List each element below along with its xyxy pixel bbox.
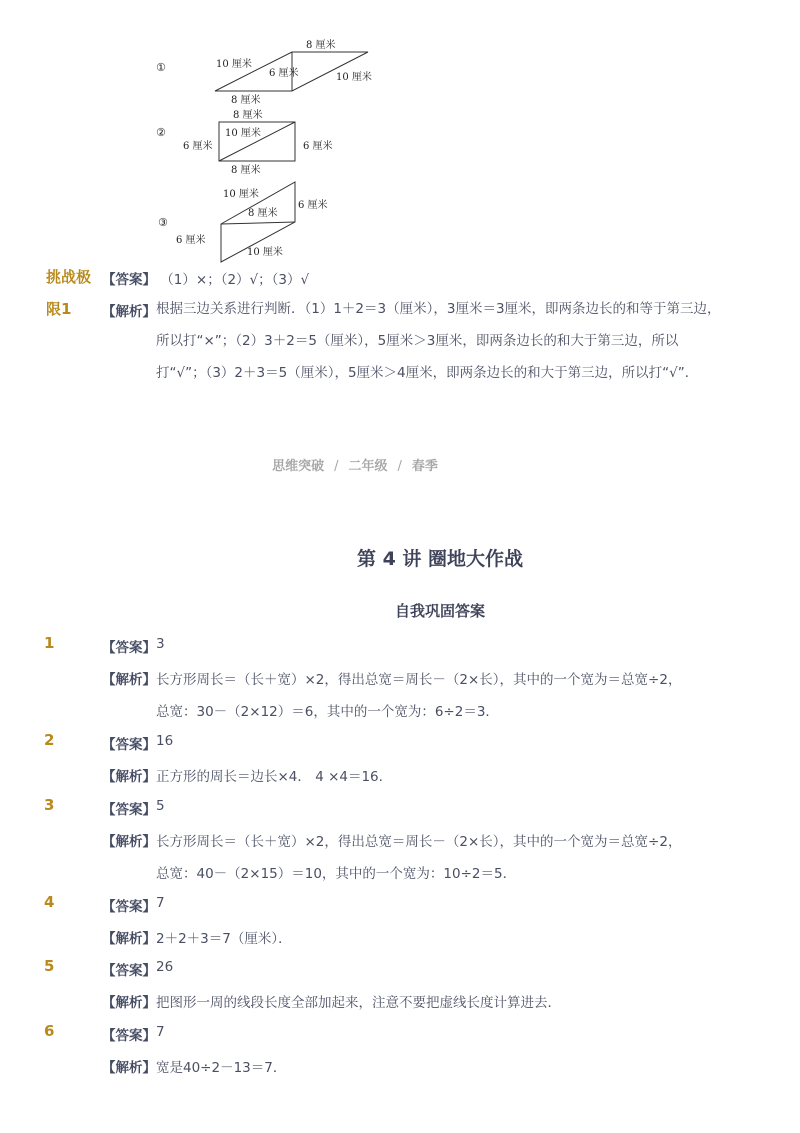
footer-series: 思维突破 xyxy=(272,459,325,474)
figure-1-top-label: 8 厘米 xyxy=(306,40,336,51)
figure-3 xyxy=(158,182,328,262)
question-2-number: 2 xyxy=(44,731,55,749)
question-1-number: 1 xyxy=(44,634,55,652)
figure-2-diag-label: 10 厘米 xyxy=(225,128,261,139)
question-4-analysis-tag: 【解析】 xyxy=(102,931,156,947)
question-5-answer: 26 xyxy=(156,959,174,975)
figure-3-top-diag-label: 10 厘米 xyxy=(223,189,259,200)
question-3-analysis-tag: 【解析】 xyxy=(102,834,156,850)
figure-2 xyxy=(156,108,333,176)
footer-grade: 二年级 xyxy=(348,459,388,474)
question-3-answer-tag: 【答案】 xyxy=(102,802,156,818)
question-6-answer: 7 xyxy=(156,1024,165,1040)
question-4-analysis-line1: 2＋2＋3＝7（厘米）． xyxy=(156,931,292,947)
question-2-answer-tag: 【答案】 xyxy=(102,737,156,753)
figure-3-bottom-diag-label: 10 厘米 xyxy=(247,247,283,258)
challenge-label-line1: 挑战极 xyxy=(46,268,92,286)
question-4-number: 4 xyxy=(44,893,55,911)
footer-season: 春季 xyxy=(411,459,438,474)
page-footer xyxy=(0,455,710,474)
question-5-number: 5 xyxy=(44,957,55,975)
footer-sep-1: / xyxy=(334,459,339,474)
challenge-answer-text: （1）×；（2）√；（3）√ xyxy=(160,272,310,288)
question-4-answer: 7 xyxy=(156,895,165,911)
question-5-analysis-tag: 【解析】 xyxy=(102,995,156,1011)
figure-3-left-label: 6 厘米 xyxy=(176,235,206,246)
figure-2-top-label: 8 厘米 xyxy=(233,110,263,121)
geometry-figures xyxy=(150,36,390,264)
figure-3-middle-line xyxy=(221,222,295,224)
question-6-analysis-line1: 宽是40÷2－13＝7． xyxy=(156,1060,287,1076)
question-4-answer-tag: 【答案】 xyxy=(102,899,156,915)
figure-2-left-label: 6 厘米 xyxy=(183,141,213,152)
figure-1 xyxy=(156,38,372,106)
figure-2-bottom-label: 8 厘米 xyxy=(231,165,261,176)
question-3-answer: 5 xyxy=(156,798,165,814)
figures-svg xyxy=(150,36,390,264)
figure-1-marker: ① xyxy=(156,61,166,74)
figure-2-right-label: 6 厘米 xyxy=(303,141,333,152)
question-2-analysis-tag: 【解析】 xyxy=(102,769,156,785)
question-1-analysis-line1: 长方形周长＝（长＋宽）×2，得出总宽＝周长－（2×长），其中的一个宽为＝总宽÷2， xyxy=(156,672,682,688)
question-2-analysis-line1: 正方形的周长＝边长×4． 4 ×4＝16. xyxy=(156,769,383,785)
figure-3-marker: ③ xyxy=(158,216,168,229)
figure-3-mid-label: 8 厘米 xyxy=(248,208,278,219)
section-title: 自我巩固答案 xyxy=(394,602,485,620)
question-6-analysis-tag: 【解析】 xyxy=(102,1060,156,1076)
question-1-analysis-line2: 总宽：30－（2×12）＝6，其中的一个宽为：6÷2＝3． xyxy=(156,704,499,720)
challenge-label-line2: 限1 xyxy=(46,300,72,318)
challenge-answer-tag: 【答案】 xyxy=(102,272,156,288)
question-1-answer: 3 xyxy=(156,636,165,652)
lesson-title: 第 4 讲 圈地大作战 xyxy=(356,548,524,570)
footer-sep-2: / xyxy=(397,459,402,474)
question-5-answer-tag: 【答案】 xyxy=(102,963,156,979)
challenge-answer-row xyxy=(102,268,309,288)
challenge-analysis-text: 根据三边关系进行判断．（1）1＋2＝3（厘米），3厘米＝3厘米，即两条边长的和等于第三边，所以打“×”；（2）3＋2＝5（厘米），5厘米＞3厘米，即两条边长的和大于第三边，所以打“√”；（3）2＋3＝5（厘米），5厘米＞4厘米，即两条边长的和大于第三边，所以打“√”． xyxy=(156,301,721,381)
question-1-analysis-tag: 【解析】 xyxy=(102,672,156,688)
figure-3-right-label: 6 厘米 xyxy=(298,200,328,211)
figure-1-bottom-label: 8 厘米 xyxy=(231,95,261,106)
figure-1-right-label: 10 厘米 xyxy=(336,72,372,83)
question-2-answer: 16 xyxy=(156,733,174,749)
figure-2-marker: ② xyxy=(156,126,166,139)
question-6-answer-tag: 【答案】 xyxy=(102,1028,156,1044)
question-5-analysis-line1: 把图形一周的线段长度全部加起来，注意不要把虚线长度计算进去． xyxy=(156,995,561,1011)
question-3-analysis-line1: 长方形周长＝（长＋宽）×2，得出总宽＝周长－（2×长），其中的一个宽为＝总宽÷2， xyxy=(156,834,682,850)
question-3-number: 3 xyxy=(44,796,55,814)
question-6-number: 6 xyxy=(44,1022,55,1040)
question-3-analysis-line2: 总宽：40－（2×15）＝10，其中的一个宽为：10÷2＝5． xyxy=(156,866,517,882)
figure-1-diag-label: 6 厘米 xyxy=(269,68,299,79)
figure-1-left-label: 10 厘米 xyxy=(216,59,252,70)
question-1-answer-tag: 【答案】 xyxy=(102,640,156,656)
challenge-analysis-tag: 【解析】 xyxy=(102,304,156,320)
